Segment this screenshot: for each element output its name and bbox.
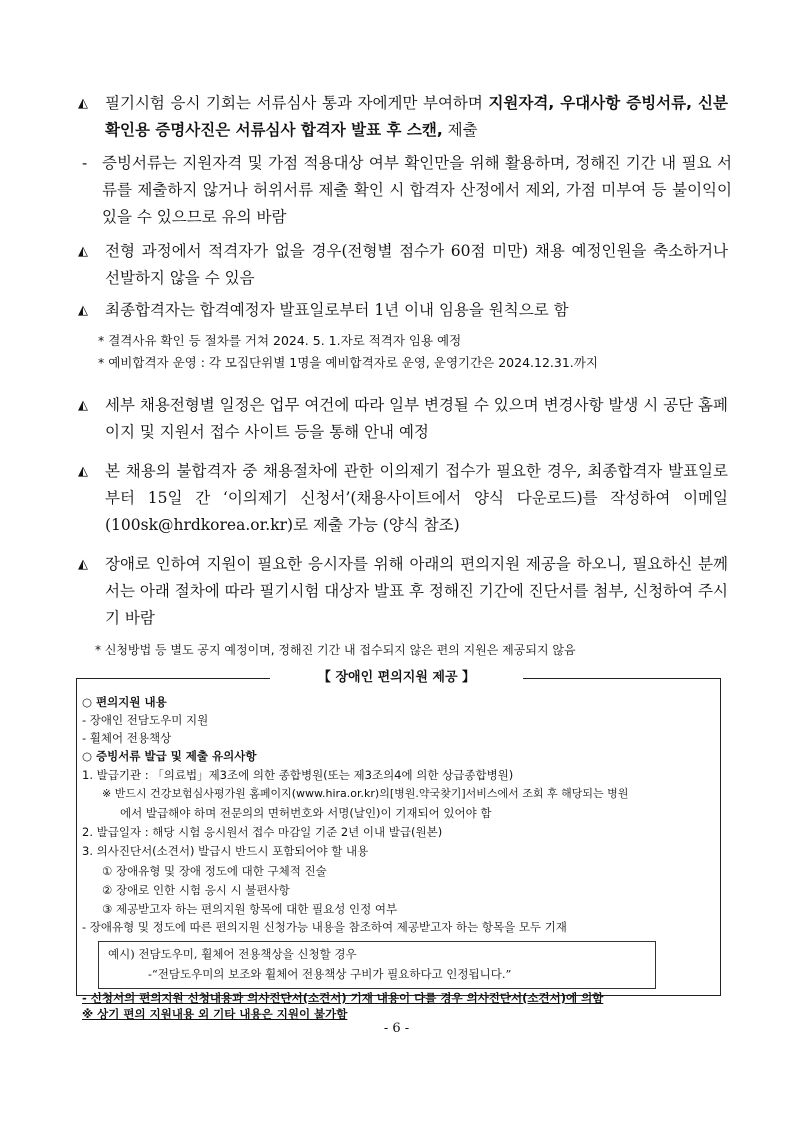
paragraph-objection: ◭ 본 채용의 불합격자 중 채용절차에 관한 이의제기 접수가 필요한 경우, 최종합격자 발표일로부터 15일 간 ‘이의제기 신청서’(채용사이트에서 양식 다운로드)를 작성하여 이메일(100sk@hrdkorea.or.kr)로 제출 가능 (양식 참조) — [78, 458, 728, 539]
box-title: 【 장애인 편의지원 제공 】 — [270, 668, 523, 688]
box-line: - 장애인 전담도우미 지원 — [82, 713, 209, 727]
paragraph-no-qualified: ◭ 전형 과정에서 적격자가 없을 경우(전형별 점수가 60점 미만) 채용 예정인원을 축소하거나 선발하지 않을 수 있음 — [78, 238, 728, 292]
paragraph-disability-support: ◭ 장애로 인하여 지원이 필요한 응시자를 위해 아래의 편의지원 제공을 하오니, 필요하신 분께서는 아래 절차에 따라 필기시험 대상자 발표 후 정해진 기간에 진단서를 첨부, 신청하여 주시기 바람 — [78, 551, 728, 632]
paragraph-final-appointment: ◭ 최종합격자는 합격예정자 발표일로부터 1년 이내 임용을 원칙으로 함 — [78, 297, 728, 324]
box-line: ① 장애유형 및 장애 정도에 대한 구체적 진술 — [102, 864, 327, 878]
box-line: ○ 편의지원 내용 — [82, 695, 167, 709]
box-line: ③ 제공받고자 하는 편의지원 항목에 대한 필요성 인정 여부 — [102, 902, 398, 916]
example-line: -“전담도우미의 보조와 휠체어 전용책상 구비가 필요하다고 인정됩니다.” — [148, 967, 512, 981]
example-line: 예시) 전담도우미, 휠체어 전용책상을 신청할 경우 — [108, 947, 357, 961]
box-line: ② 장애로 인한 시험 응시 시 불편사항 — [102, 883, 290, 897]
triangle-bullet-icon: ◭ — [78, 303, 88, 318]
note-disqualification-check: * 결격사유 확인 등 절차를 거쳐 2024. 5. 1.자로 적격자 임용 예정 — [98, 333, 462, 348]
paragraph-evidence-docs: - 증빙서류는 지원자격 및 가점 적용대상 여부 확인만을 위해 활용하며, 정해진 기간 내 필요 서류를 제출하지 않거나 허위서류 제출 확인 시 합격자 산정에서 제외, 가점 미부여 등 불이익이 있을 수 있으므로 유의 바람 — [82, 154, 732, 226]
triangle-bullet-icon: ◭ — [78, 464, 88, 479]
box-line: 에서 발급해야 하며 전문의의 면허번호와 서명(날인)이 기재되어 있어야 함 — [120, 806, 492, 820]
triangle-bullet-icon: ◭ — [78, 557, 88, 572]
box-footer-line: - 신청서의 편의지원 신청내용과 의사진단서(소견서) 기재 내용이 다를 경우 의사진단서(소견서)에 의함 — [82, 991, 604, 1005]
paragraph-written-exam: ◭ 필기시험 응시 기회는 서류심사 통과 자에게만 부여하며 지원자격, 우대사항 증빙서류, 신분 확인용 증명사진은 서류심사 합격자 발표 후 스캔, 제출 — [78, 90, 728, 144]
box-line: 3. 의사진단서(소견서) 발급시 반드시 포함되어야 할 내용 — [82, 844, 369, 858]
bold-emphasis: 지원자격, 우대사항 증빙서류, 신분 확인용 증명사진은 서류심사 합격자 발표 후 스캔, — [105, 94, 729, 139]
box-line: ※ 반드시 건강보험심사평가원 홈페이지(www.hira.or.kr)의[병원.약국찾기]서비스에서 조회 후 해당되는 병원 — [102, 787, 629, 800]
note-reserve-candidate: * 예비합격자 운영 : 각 모집단위별 1명을 예비합격자로 운영, 운영기간은 2024.12.31.까지 — [98, 355, 598, 370]
box-line: 1. 발급기관 : 「의료법」제3조에 의한 종합병원(또는 제3조의4에 의한 상급종합병원) — [82, 768, 514, 782]
box-line: ○ 증빙서류 발급 및 제출 유의사항 — [82, 749, 257, 763]
box-footer-line: ※ 상기 편의 지원내용 외 기타 내용은 지원이 불가함 — [82, 1007, 348, 1021]
paragraph-schedule-change: ◭ 세부 채용전형별 일정은 업무 여건에 따라 일부 변경될 수 있으며 변경사항 발생 시 공단 홈페이지 및 지원서 접수 사이트 등을 통해 안내 예정 — [78, 392, 728, 446]
box-line: - 휠체어 전용책상 — [82, 731, 172, 745]
box-line: 2. 발급일자 : 해당 시험 응시원서 접수 마감일 기준 2년 이내 발급(원본) — [82, 825, 443, 839]
triangle-bullet-icon: ◭ — [78, 244, 88, 259]
note-application-method: * 신청방법 등 별도 공지 예정이며, 정해진 기간 내 접수되지 않은 편의 지원은 제공되지 않음 — [95, 643, 576, 657]
box-line: - 장애유형 및 정도에 따른 편의지원 신청가능 내용을 참조하여 제공받고자 하는 항목을 모두 기재 — [82, 920, 567, 934]
triangle-bullet-icon: ◭ — [78, 96, 88, 111]
page-number: - 6 - — [383, 1021, 410, 1036]
triangle-bullet-icon: ◭ — [78, 398, 88, 413]
